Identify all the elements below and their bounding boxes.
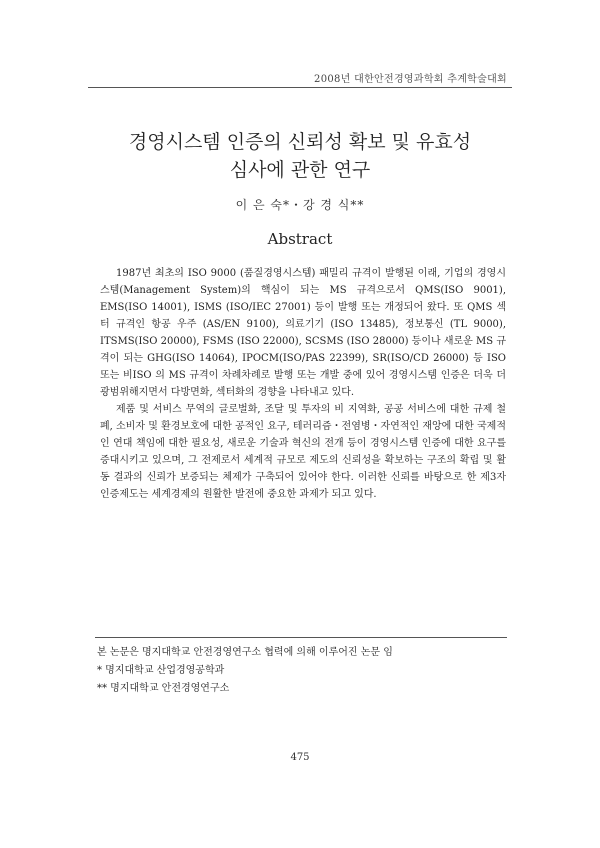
footnote-rule xyxy=(95,637,507,638)
abstract-paragraph-2: 제품 및 서비스 무역의 글로벌화, 조달 및 투자의 비 지역화, 공공 서비스에 대한 규제 철폐, 소비자 및 환경보호에 대한 공적인 요구, 테러리즘・전염병・자연적인 재앙에 대한 국제적인 연대 책임에 대한 필요성, 새로운 기술과 혁신의 전개 등이 경영시스템 인증에 대한 요구를 증대시키고 있으며, 그 전제로서 세계적 규모로 제도의 신뢰성을 확보하는 구조의 확립 및 활동 결과의 신뢰가 보증되는 체제가 구축되어 있어야 한다. 이러한 신뢰를 바탕으로 한 제3자 인증제도는 세계경제의 원활한 발전에 중요한 과제가 되고 있다. xyxy=(100,404,506,500)
author-line: 이 은 숙*・강 경 식** xyxy=(235,198,365,212)
footnote-author-1: * 명지대학교 산업경영공학과 xyxy=(97,665,225,676)
abstract-heading: Abstract xyxy=(267,230,333,248)
footnote-acknowledgement: 본 논문은 명지대학교 안전경영연구소 협력에 의해 이루어진 논문 임 xyxy=(97,647,393,658)
page-number: 475 xyxy=(290,752,310,763)
abstract-paragraph-1: 1987년 최초의 ISO 9000 (품질경영시스템) 패밀리 규격이 발행된 이래, 기업의 경영시스템(Management System)의 핵심이 되는 MS 규격으로서 QMS(ISO 9001), EMS(ISO 14001), ISMS (ISO/IEC 27001) 등이 발행 또는 개정되어 왔다. 또 QMS 섹터 규격인 항공 우주 (AS/EN 9100), 의료기기 (ISO 13485), 정보통신 (TL 9000), ITSMS(ISO 20000), FSMS (ISO 22000), SCSMS (ISO 28000) 등이나 새로운 MS 규격이 되는 GHG(ISO 14064), IPOCM(ISO/PAS 22399), SR(ISO/CD 26000) 등 ISO 또는 비ISO 의 MS 규격이 차례차례로 발행 또는 개발 중에 있어 경영시스템 인증은 더욱 더 광범위해지면서 다방면화, 섹터화의 경향을 나타내고 있다. xyxy=(100,268,506,398)
abstract-body xyxy=(100,265,506,503)
footnotes xyxy=(97,644,507,698)
paper-title xyxy=(0,128,600,184)
header-rule xyxy=(88,87,512,88)
footnote-author-2: ** 명지대학교 안전경영연구소 xyxy=(97,683,230,694)
title-line-1: 경영시스템 인증의 신뢰성 확보 및 유효성 xyxy=(128,131,472,153)
title-line-2: 심사에 관한 연구 xyxy=(229,159,371,181)
running-header: 2008년 대한안전경영과학회 추계학술대회 xyxy=(314,74,507,85)
